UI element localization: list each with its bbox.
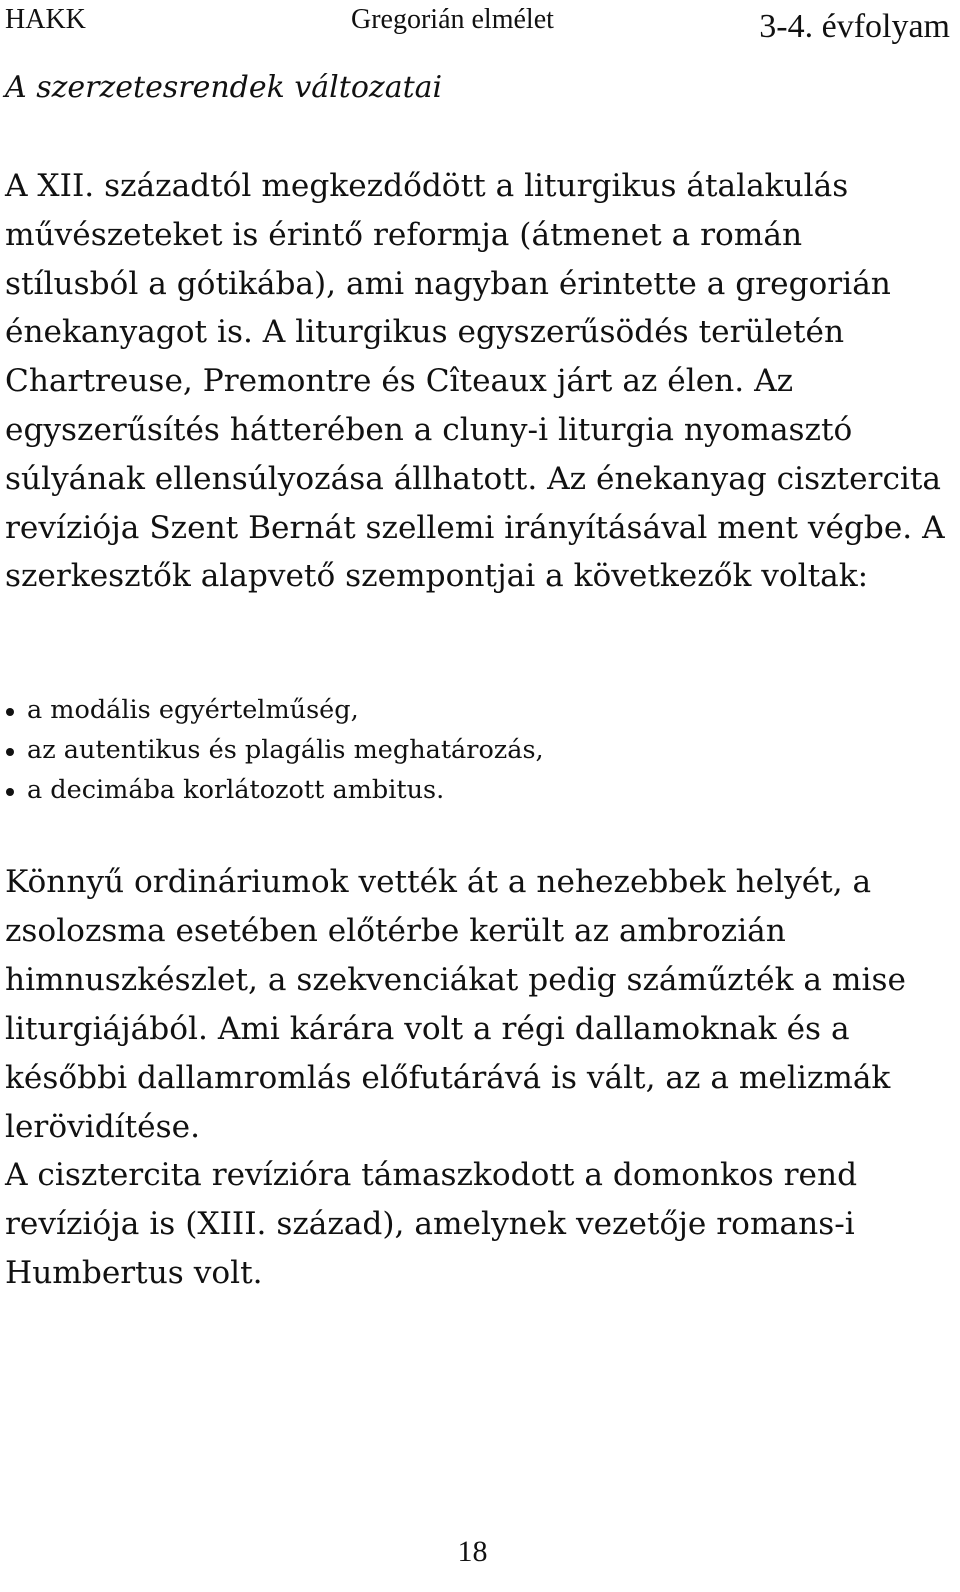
list-item-text: a decimába korlátozott ambitus. [27, 775, 445, 805]
bullet-icon [6, 708, 14, 716]
list-item [5, 770, 945, 810]
bullet-list [5, 690, 945, 810]
header-left-text: HAKK [5, 4, 86, 35]
list-item-text: a modális egyértelműség, [27, 695, 359, 725]
header-center-text: Gregorián elmélet [351, 4, 554, 35]
list-item [5, 730, 945, 770]
page-number: 18 [457, 1535, 488, 1568]
body-paragraph-3: A cisztercita revízióra támaszkodott a domonkos rend revíziója is (XIII. század), amelynek vezetője romans-i Humbertus volt. [5, 1157, 858, 1291]
list-item [5, 690, 945, 730]
body-paragraph-1: A XII. századtól megkezdődött a liturgikus átalakulás művészeteket is érintő reformja (átmenet a román stílusból a gótikába), ami nagyban érintette a gregorián énekanyagot is. A liturgikus egyszerűsödés területén Chartreuse, Premontre és Cîteaux járt az élen. Az egyszerűsítés hátterében a cluny-i liturgia nyomasztó súlyának ellensúlyozása állhatott. Az énekanyag cisztercita revíziója Szent Bernát szellemi irányításával ment végbe. A szerkesztők alapvető szempontjai a következők voltak: [5, 168, 945, 595]
section-subtitle: A szerzetesrendek változatai [5, 70, 443, 105]
body-paragraph-2: Könnyű ordináriumok vették át a nehezebbek helyét, a zsolozsma esetében előtérbe került az ambrozián himnuszkészlet, a szekvenciákat pedig száműzték a mise liturgiájából. Ami kárára volt a régi dallamoknak és a későbbi dallamromlás előfutárává is vált, az a melizmák lerövidítése. [5, 864, 906, 1145]
list-item-text: az autentikus és plagális meghatározás, [27, 735, 544, 765]
bullet-icon [6, 748, 14, 756]
page-header [5, 4, 950, 44]
bullet-icon [6, 788, 14, 796]
header-right-text: 3-4. évfolyam [759, 8, 950, 45]
